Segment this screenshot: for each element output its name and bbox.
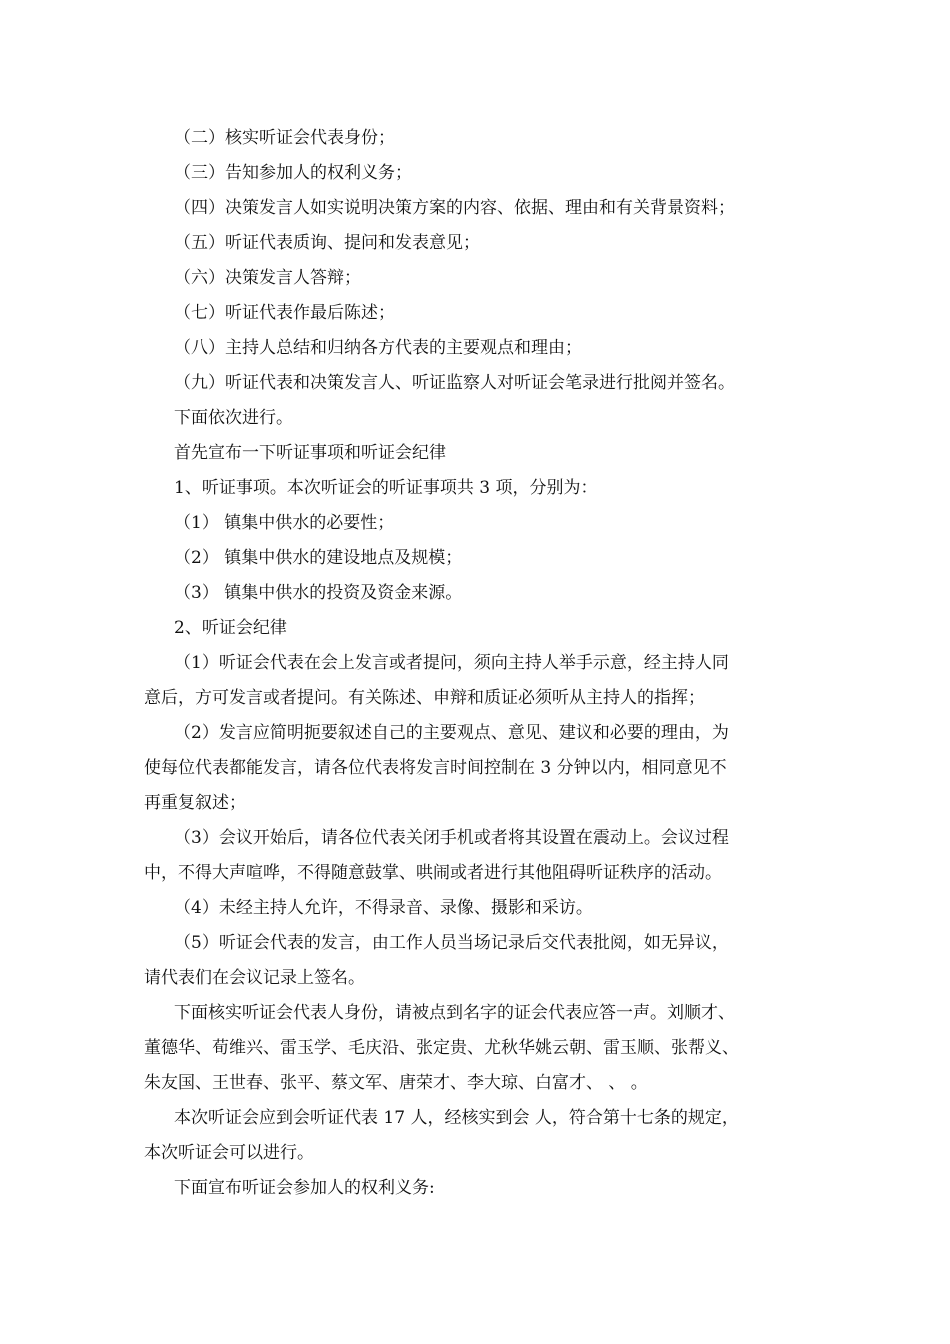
text-line: 下面核实听证会代表人身份，请被点到名字的证会代表应答一声。刘顺才、 bbox=[174, 1003, 735, 1023]
text-line: 使每位代表都能发言，请各位代表将发言时间控制在 3 分钟以内，相同意见不 bbox=[144, 758, 727, 778]
text-line: （八）主持人总结和归纳各方代表的主要观点和理由； bbox=[174, 338, 582, 358]
text-line: 请代表们在会议记录上签名。 bbox=[144, 968, 365, 988]
text-line: 朱友国、王世春、张平、蔡文军、唐荣才、李大琼、白富才、 、 。 bbox=[144, 1073, 648, 1093]
text-line: （3）会议开始后，请各位代表关闭手机或者将其设置在震动上。会议过程 bbox=[174, 828, 729, 848]
text-line: 本次听证会可以进行。 bbox=[144, 1143, 314, 1163]
text-line: （五）听证代表质询、提问和发表意见； bbox=[174, 233, 480, 253]
text-line: 下面宣布听证会参加人的权利义务: bbox=[174, 1178, 435, 1198]
text-line: （六）决策发言人答辩； bbox=[174, 268, 361, 288]
text-line: 中，不得大声喧哗，不得随意鼓掌、哄闹或者进行其他阻碍听证秩序的活动。 bbox=[144, 863, 722, 883]
text-line: （5）听证会代表的发言，由工作人员当场记录后交代表批阅，如无异议， bbox=[174, 933, 729, 953]
list-item: （3） 镇集中供水的投资及资金来源。 bbox=[174, 583, 463, 603]
text-line: 2、听证会纪律 bbox=[174, 618, 287, 638]
text-line: （九）听证代表和决策发言人、听证监察人对听证会笔录进行批阅并签名。 bbox=[174, 373, 735, 393]
text-line: （三）告知参加人的权利义务； bbox=[174, 163, 412, 183]
text-line: 董德华、荀维兴、雷玉学、毛庆沿、张定贵、尤秋华姚云朝、雷玉顺、张帮义、 bbox=[144, 1038, 739, 1058]
text-line: 下面依次进行。 bbox=[174, 408, 293, 428]
text-line: （七）听证代表作最后陈述； bbox=[174, 303, 395, 323]
text-line: 本次听证会应到会听证代表 17 人，经核实到会 人，符合第十七条的规定， bbox=[174, 1108, 739, 1128]
list-item: （1） 镇集中供水的必要性； bbox=[174, 513, 395, 533]
text-line: 再重复叙述； bbox=[144, 793, 246, 813]
list-item: （2） 镇集中供水的建设地点及规模； bbox=[174, 548, 463, 568]
text-line: （二）核实听证会代表身份； bbox=[174, 128, 395, 148]
text-line: 首先宣布一下听证事项和听证会纪律 bbox=[174, 443, 446, 463]
text-line: 意后，方可发言或者提问。有关陈述、申辩和质证必须听从主持人的指挥； bbox=[144, 688, 705, 708]
text-line: （4）未经主持人允许，不得录音、录像、摄影和采访。 bbox=[174, 898, 593, 918]
text-line: 1、听证事项。本次听证会的听证事项共 3 项，分别为： bbox=[174, 478, 598, 498]
text-line: （四）决策发言人如实说明决策方案的内容、依据、理由和有关背景资料； bbox=[174, 198, 735, 218]
text-line: （2）发言应简明扼要叙述自己的主要观点、意见、建议和必要的理由，为 bbox=[174, 723, 729, 743]
text-line: （1）听证会代表在会上发言或者提问，须向主持人举手示意，经主持人同 bbox=[174, 653, 729, 673]
